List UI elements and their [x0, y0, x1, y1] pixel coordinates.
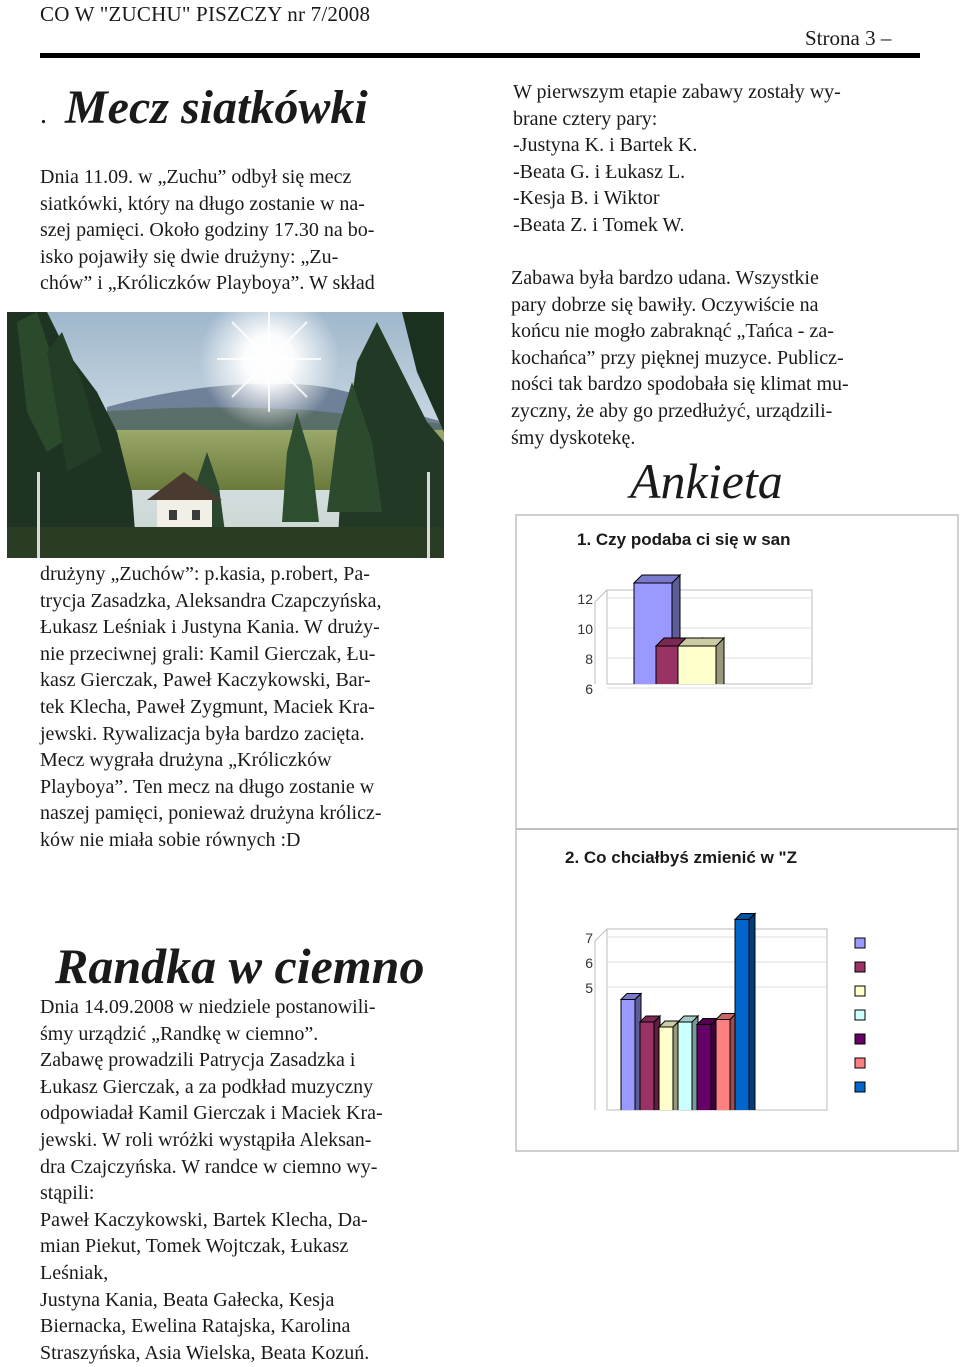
chart-2-bar	[621, 1000, 635, 1151]
text-line: Biernacka, Ewelina Ratajska, Karolina	[40, 1315, 351, 1338]
text-line: śmy dyskotekę.	[511, 426, 636, 449]
text-line: Playboya”. Ten mecz na długo zostanie w	[40, 775, 375, 798]
chart-2-tick-label: 5	[585, 980, 593, 996]
chart-1-tick-label: 12	[577, 591, 593, 607]
chart-1-bar-top	[634, 575, 680, 583]
chart-2-bar	[659, 1027, 673, 1150]
chart-1-title: 1. Czy podaba ci się w san	[577, 530, 791, 549]
text-line: jewski. Rywalizacja była bardzo zacięta.	[40, 722, 365, 745]
text-line: Zabawę prowadzili Patrycja Zasadzka i	[40, 1049, 356, 1072]
text-line: isko pojawiły się dwie drużyny: „Zu-	[40, 245, 339, 268]
chart-1-plot	[517, 516, 957, 829]
text-line: -Justyna K. i Bartek K.	[513, 134, 698, 157]
chart-2-bar	[716, 1020, 730, 1151]
text-line: naszej pamięci, ponieważ drużyna królicz-	[40, 802, 382, 825]
text-line: ności tak bardzo spodobała się klimat mu-	[511, 373, 849, 396]
landscape-photo	[7, 312, 444, 558]
chart-1-depth-edge	[595, 590, 607, 602]
chart-2-title: 2. Co chciałbyś zmienić w "Z	[565, 848, 797, 867]
chart-2-legend-swatch	[855, 962, 865, 972]
text-line: siatkówki, który na długo zostanie w na-	[40, 192, 365, 215]
title-prefix: .	[40, 99, 47, 130]
chart-2-bar-side	[749, 914, 755, 1151]
text-line: W pierwszym etapie zabawy zostały wy-	[513, 81, 841, 103]
text-line: Straszyńska, Asia Wielska, Beata Kozuń.	[40, 1341, 370, 1364]
mecz-body	[40, 561, 433, 854]
text-line: zyczny, że aby go przedłużyć, urządzili-	[511, 399, 833, 422]
title-text: Mecz siatkówki	[65, 81, 368, 134]
text-line: odpowiadał Kamil Gierczak i Maciek Kra-	[40, 1102, 383, 1125]
text-line: śmy urządzić „Randkę w ciemno”.	[40, 1022, 319, 1045]
text-line: kochańca” przy pięknej muzyce. Publicz-	[511, 346, 844, 369]
text-line: tek Klecha, Paweł Zygmunt, Maciek Kra-	[40, 695, 375, 718]
chart-1-bar-top	[678, 638, 724, 646]
chart-2-legend-swatch	[855, 938, 865, 948]
text-line: Paweł Kaczykowski, Bartek Klecha, Da-	[40, 1208, 368, 1231]
page-number: Strona 3 –	[805, 26, 892, 50]
randka-continued	[513, 79, 903, 239]
text-line: brane cztery pary:	[513, 107, 658, 130]
mecz-intro	[40, 164, 433, 297]
chart-2-tick-label: 7	[585, 930, 593, 946]
text-line: -Beata Z. i Tomek W.	[513, 213, 685, 236]
text-line: Łukasz Leśniak i Justyna Kania. W druży-	[40, 616, 380, 639]
chart-2-legend-swatch	[855, 1058, 865, 1068]
text-line: chów” i „Króliczków Playboya”. W skład	[40, 272, 375, 295]
chart-2-depth-edge	[595, 929, 607, 941]
chart-2-frame	[515, 828, 959, 1152]
text-line: drużyny „Zuchów”: p.kasia, p.robert, Pa-	[40, 563, 370, 585]
chart-2-bar	[735, 920, 749, 1151]
header-rule	[40, 53, 920, 58]
chart-2-bar	[697, 1025, 711, 1151]
chart-1-tick-label: 8	[585, 651, 593, 667]
text-line: Leśniak,	[40, 1261, 109, 1284]
chart-1-bar	[678, 646, 716, 724]
text-line: szej pamięci. Około godziny 17.30 na bo-	[40, 219, 375, 242]
chart-2-legend-swatch	[855, 986, 865, 996]
text-line: ków nie miała sobie równych :D	[40, 828, 301, 851]
chart-2-legend-swatch	[855, 1010, 865, 1020]
text-line: Łukasz Gierczak, a za podkład muzyczny	[40, 1075, 374, 1098]
publication-title: CO W "ZUCHU" PISZCZY nr 7/2008	[40, 2, 371, 26]
text-line: nie przeciwnej grali: Kamil Gierczak, Łu-	[40, 642, 376, 665]
chart-1-frame	[515, 514, 959, 831]
chart-2-legend-swatch	[855, 1082, 865, 1092]
chart-2-tick-label: 6	[585, 955, 593, 971]
text-line: stąpili:	[40, 1182, 95, 1205]
text-line: mian Piekut, Tomek Wojtczak, Łukasz	[40, 1235, 349, 1258]
chart-1-tick-label: 10	[577, 621, 593, 637]
landscape-photo-image	[7, 312, 444, 558]
randka-body	[40, 994, 440, 1366]
text-line: Dnia 11.09. w „Zuchu” odbył się mecz	[40, 166, 352, 188]
text-line: kasz Gierczak, Paweł Kaczykowski, Bar-	[40, 669, 371, 692]
article-title-randka: Randka w ciemno	[55, 938, 425, 994]
randka-summary	[511, 265, 911, 451]
chart-2-bar	[640, 1022, 654, 1150]
chart-2-bar	[678, 1022, 692, 1150]
text-line: Mecz wygrała drużyna „Króliczków	[40, 749, 332, 772]
text-line: trycja Zasadzka, Aleksandra Czapczyńska,	[40, 589, 382, 612]
text-line: końcu nie mogło zabraknąć „Tańca - za-	[511, 320, 834, 343]
article-title-mecz	[40, 80, 440, 135]
text-line: pary dobrze się bawiły. Oczywiście na	[511, 293, 819, 316]
text-line: dra Czajczyńska. W randce w ciemno wy-	[40, 1155, 378, 1178]
text-line: jewski. W roli wróżki wystąpiła Aleksan-	[40, 1128, 372, 1151]
chart-2-legend-swatch	[855, 1034, 865, 1044]
text-line: -Beata G. i Łukasz L.	[513, 160, 686, 183]
text-line: -Kesja B. i Wiktor	[513, 187, 660, 210]
text-line: Dnia 14.09.2008 w niedziele postanowili-	[40, 996, 376, 1018]
ankieta-title: Ankieta	[630, 453, 783, 509]
chart-1-bar-side	[716, 638, 724, 724]
chart-2-plot	[517, 830, 957, 1150]
chart-1-tick-label: 6	[585, 681, 593, 697]
text-line: Zabawa była bardzo udana. Wszystkie	[511, 267, 819, 289]
text-line: Justyna Kania, Beata Gałecka, Kesja	[40, 1288, 335, 1311]
